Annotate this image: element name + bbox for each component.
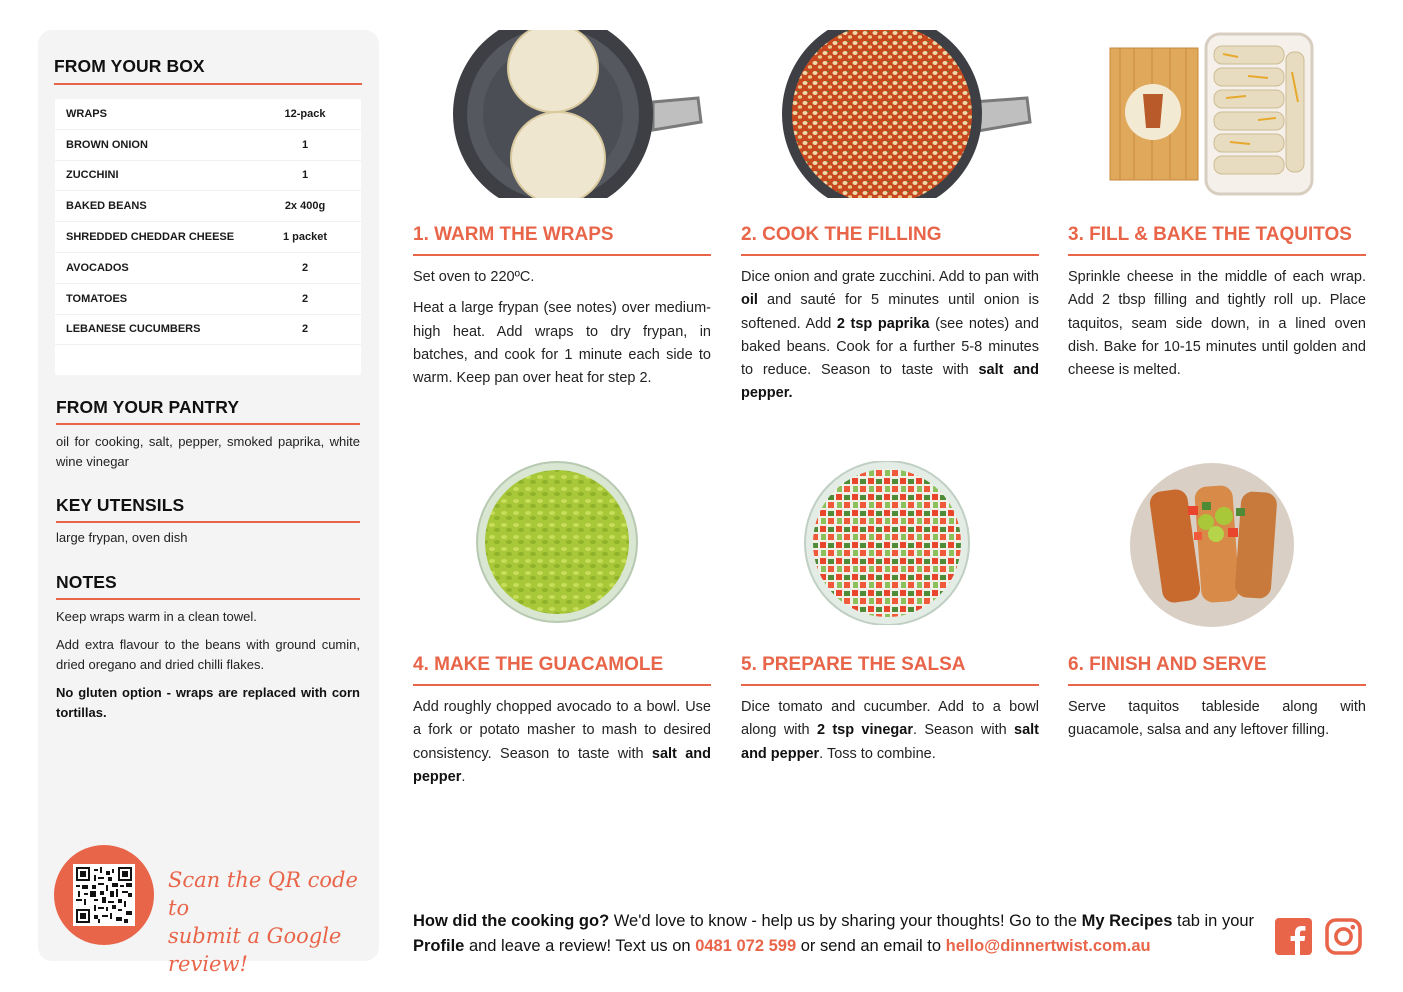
from-your-box-title: FROM YOUR BOX — [54, 56, 205, 76]
ingredient-name: LEBANESE CUCUMBERS — [66, 323, 201, 336]
footer-text: tab in your — [1172, 912, 1255, 930]
step-text: Sprinkle cheese in the middle of each wrap. Add 2 tbsp filling and tightly roll up. Place taquitos, seam side down, in a lined oven dish. Bake for 10-15 minutes until golden and cheese is melted. — [1068, 269, 1366, 379]
divider — [413, 684, 711, 686]
text-span: Add roughly chopped avocado to a bowl. Use a fork or potato masher to mash to desired consistency. Season to taste with — [413, 699, 711, 762]
step-6-image — [1128, 462, 1296, 628]
bold-span: salt and pepper — [741, 722, 1039, 762]
step-2-body — [741, 266, 1039, 414]
table-row — [55, 253, 361, 284]
text-span: . Season with — [913, 722, 1014, 739]
step-4-title: 4. MAKE THE GUACAMOLE — [413, 654, 664, 675]
step-text — [413, 696, 711, 789]
step-1-title: 1. WARM THE WRAPS — [413, 224, 614, 245]
table-row — [55, 161, 361, 192]
text-span: . Toss to combine. — [819, 745, 936, 762]
divider — [54, 83, 362, 85]
phone-link[interactable]: 0481 072 599 — [695, 937, 797, 955]
step-1-image — [453, 30, 703, 198]
divider — [56, 521, 360, 523]
ingredient-name: AVOCADOS — [66, 261, 129, 274]
step-text: Heat a large frypan (see notes) over medium-high heat. Add wraps to dry frypan, in batches, and cook for 1 minute each side to warm. Keep pan over heat for step 2. — [413, 300, 711, 387]
step-2-image — [782, 30, 1032, 198]
divider — [741, 254, 1039, 256]
text-span: . — [461, 768, 466, 785]
step-5-body — [741, 696, 1039, 774]
ingredients-table — [55, 99, 361, 375]
text-span: Dice tomato and cucumber. Add to a bowl along with — [741, 699, 1039, 739]
table-row — [55, 315, 361, 346]
step-text: Serve taquitos tableside along with guacamole, salsa and any leftover filling. — [1068, 699, 1366, 739]
footer-text: We'd love to know - help us by sharing your thoughts! Go to the — [609, 912, 1082, 930]
step-text: Set oven to 220ºC. — [413, 269, 535, 285]
table-row — [55, 99, 361, 130]
qr-badge[interactable] — [54, 845, 154, 945]
ingredient-qty: 2x 400g — [284, 200, 326, 213]
text-span: (see notes) and baked beans. Cook for a further 5-8 minutes to reduce. Season to taste with — [741, 315, 1039, 379]
step-text — [741, 696, 1039, 766]
profile-link: Profile — [413, 937, 465, 955]
step-3-body — [1068, 266, 1366, 390]
ingredient-qty: 1 packet — [282, 231, 328, 244]
ingredient-qty: 2 — [301, 261, 309, 274]
bold-span: 2 tsp paprika — [836, 315, 930, 332]
text-span: Dice onion and grate zucchini. Add to pan with — [741, 269, 1039, 285]
step-4-image — [476, 461, 638, 623]
divider — [56, 598, 360, 600]
ingredient-name: BROWN ONION — [66, 138, 148, 151]
divider — [1068, 684, 1366, 686]
ingredient-name: ZUCCHINI — [66, 169, 119, 182]
note — [56, 683, 360, 723]
notes-title: NOTES — [56, 572, 117, 592]
ingredient-name: BAKED BEANS — [66, 200, 147, 213]
ingredient-name: WRAPS — [66, 107, 107, 120]
from-your-pantry-title: FROM YOUR PANTRY — [56, 397, 240, 417]
footer-bold: How did the cooking go? — [413, 912, 610, 930]
ingredient-name: TOMATOES — [66, 292, 128, 305]
bold-span: oil — [741, 292, 758, 309]
ingredient-qty: 1 — [301, 138, 309, 151]
footer-feedback — [413, 909, 1263, 959]
divider — [741, 684, 1039, 686]
ingredient-name: SHREDDED CHEDDAR CHEESE — [66, 231, 235, 244]
qr-caption — [168, 866, 379, 978]
notes-list — [56, 607, 360, 731]
ingredient-qty: 12-pack — [284, 107, 326, 120]
step-5-image — [803, 461, 973, 625]
divider — [413, 254, 711, 256]
table-row — [55, 191, 361, 222]
note: Keep wraps warm in a clean towel. — [56, 609, 257, 624]
step-2-title: 2. COOK THE FILLING — [741, 224, 942, 245]
footer-text: and leave a review! Text us on — [464, 937, 696, 955]
step-6-body — [1068, 696, 1366, 751]
qr-code-icon[interactable] — [73, 864, 135, 926]
qr-caption-line: submit a Google review! — [168, 924, 342, 976]
facebook-icon[interactable] — [1275, 918, 1312, 955]
step-5-title: 5. PREPARE THE SALSA — [741, 654, 966, 675]
table-row — [55, 284, 361, 315]
utensils-text: large frypan, oven dish — [56, 530, 188, 545]
qr-caption-line: Scan the QR code to — [168, 868, 358, 920]
my-recipes-link: My Recipes — [1081, 912, 1173, 930]
table-row — [55, 222, 361, 253]
text-span: and sauté for 5 minutes until onion is softened. Add — [741, 292, 1039, 332]
divider — [56, 423, 360, 425]
sidebar — [38, 30, 379, 976]
note-bold-rest: wraps are replaced with corn tortillas. — [56, 685, 360, 720]
email-link[interactable]: hello@dinnertwist.com.au — [945, 937, 1151, 955]
instagram-icon[interactable] — [1325, 918, 1362, 955]
bold-span: salt and pepper — [413, 745, 711, 785]
step-text — [741, 266, 1039, 406]
key-utensils-title: KEY UTENSILS — [56, 495, 185, 515]
pantry-text: oil for cooking, salt, pepper, smoked paprika, white wine vinegar — [56, 434, 360, 469]
step-4-body — [413, 696, 711, 797]
step-1-body — [413, 266, 711, 398]
footer-text: or send an email to — [796, 937, 946, 955]
ingredient-qty: 1 — [301, 169, 309, 182]
step-6-title: 6. FINISH AND SERVE — [1068, 654, 1267, 675]
ingredient-qty: 2 — [301, 292, 309, 305]
bold-span: salt and pepper. — [741, 362, 1040, 402]
table-row — [55, 130, 361, 161]
divider — [1068, 254, 1366, 256]
ingredient-qty: 2 — [301, 323, 309, 336]
bold-span: 2 tsp vinegar — [816, 722, 913, 739]
note-bold: No gluten option - — [56, 685, 171, 700]
step-3-title: 3. FILL & BAKE THE TAQUITOS — [1068, 224, 1352, 245]
note: Add extra flavour to the beans with ground cumin, dried oregano and dried chilli flakes. — [56, 637, 360, 672]
step-3-image — [1108, 32, 1316, 198]
